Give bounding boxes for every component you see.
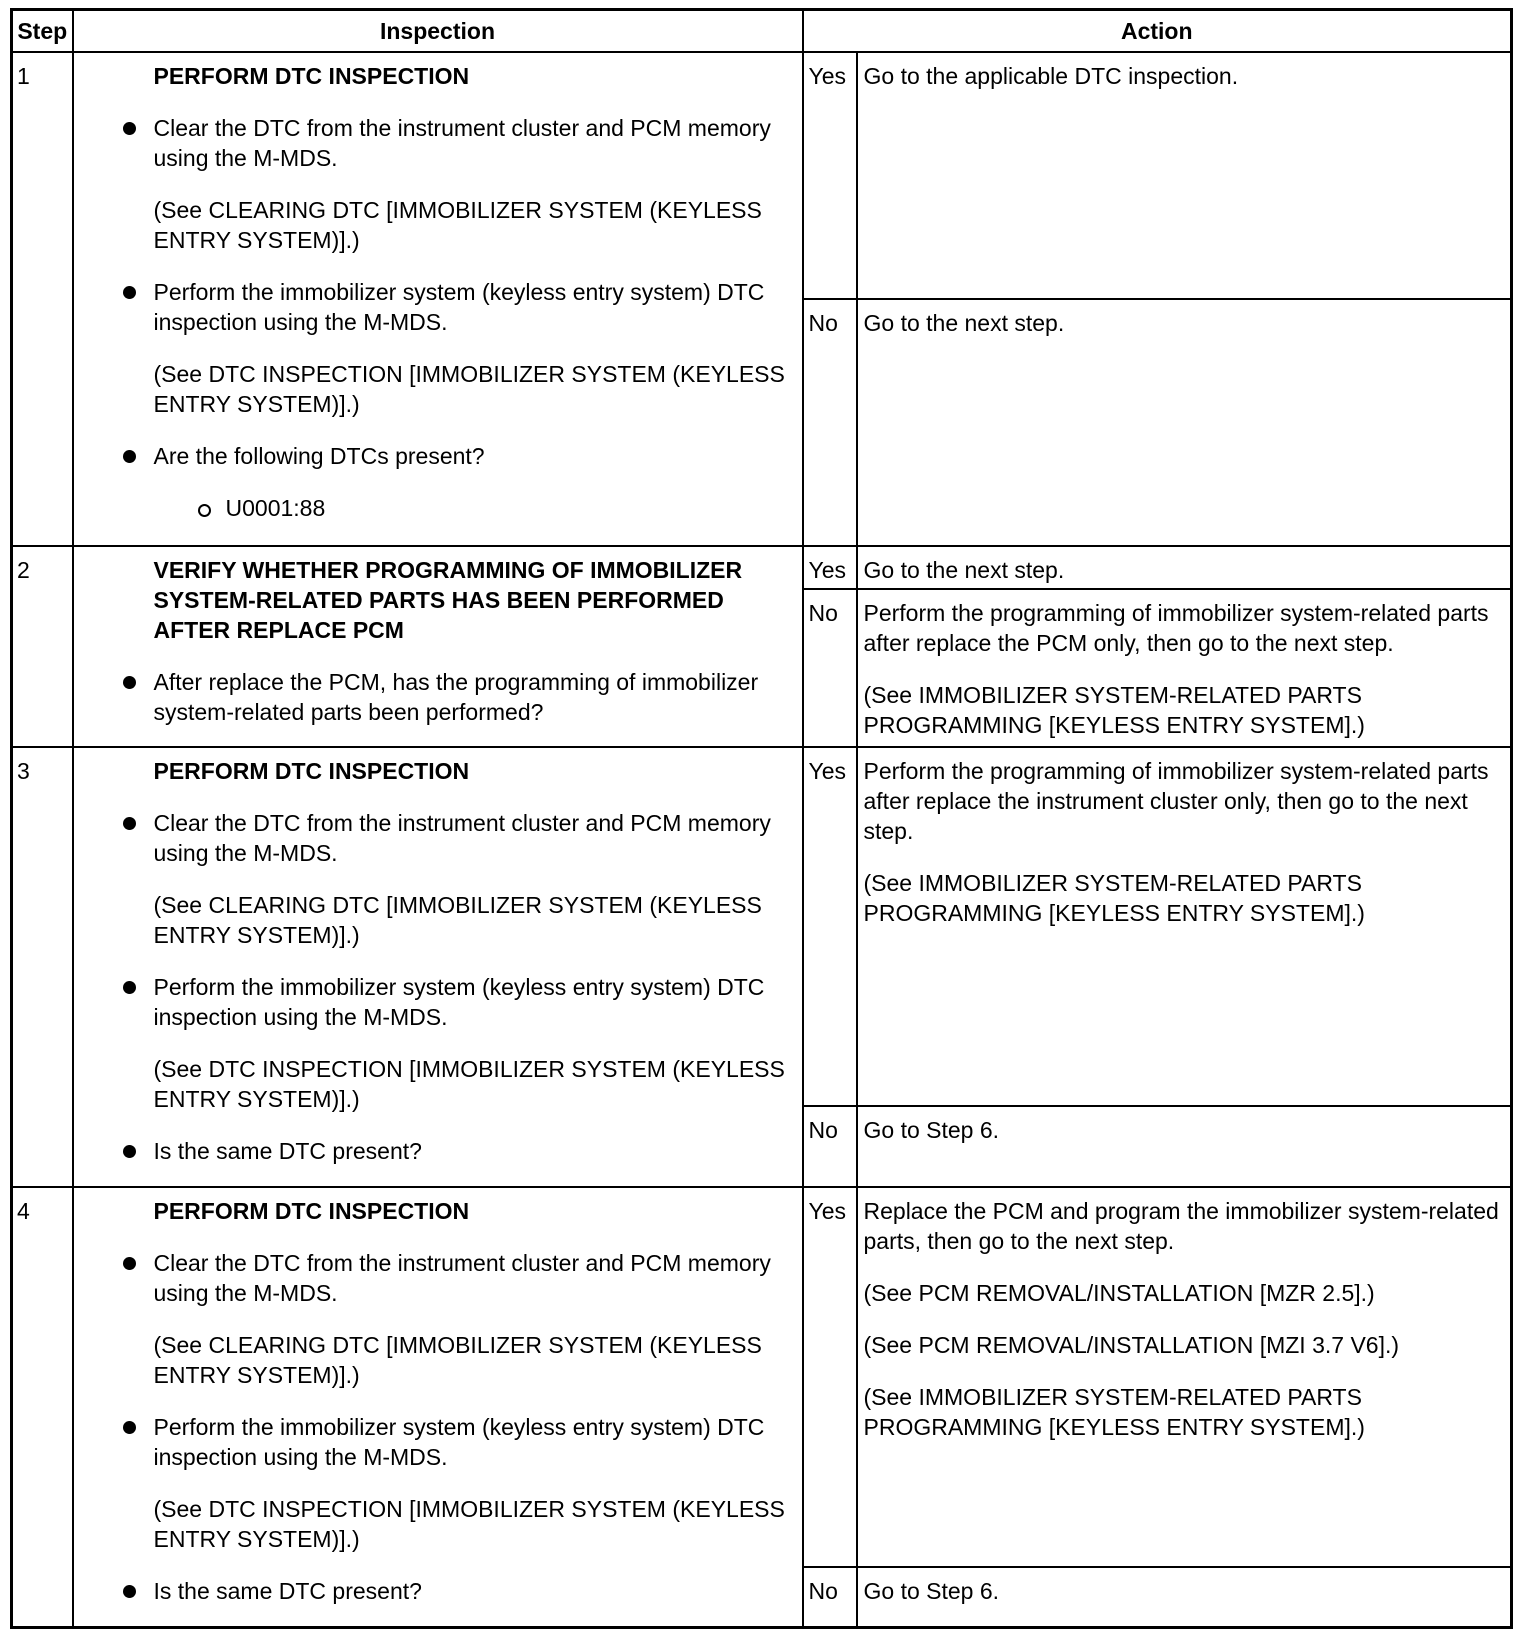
action-text: Perform the programming of immobilizer system-related parts after replace the instrument cluster only, then go to the next step. [863,758,1489,844]
reference-text: (See PCM REMOVAL/INSTALLATION [MZI 3.7 V6].) [863,1332,1400,1358]
action-column-header: Action [803,10,1512,53]
no-label: No [803,1567,857,1627]
step-number: 4 [12,1187,73,1627]
reference-text: (See DTC INSPECTION [IMMOBILIZER SYSTEM (KEYLESS ENTRY SYSTEM)].) [153,1496,785,1552]
bullet-item: Clear the DTC from the instrument cluster and PCM memory using the M-MDS. [154,808,792,868]
yes-label: Yes [803,546,857,589]
reference-text: (See IMMOBILIZER SYSTEM-RELATED PARTS PROGRAMMING [KEYLESS ENTRY SYSTEM].) [863,870,1365,926]
no-label: No [803,299,857,546]
yes-action-cell [857,546,1512,589]
step-number: 1 [12,52,73,546]
bullet-item: Clear the DTC from the instrument cluster and PCM memory using the M-MDS. [154,113,792,173]
inspection-column-header: Inspection [73,10,803,53]
yes-label: Yes [803,52,857,299]
reference-text: (See CLEARING DTC [IMMOBILIZER SYSTEM (KEYLESS ENTRY SYSTEM)].) [153,1332,762,1388]
yes-action-cell [857,52,1512,299]
inspection-cell [73,1187,803,1627]
inspection-cell [73,546,803,747]
reference-text: (See DTC INSPECTION [IMMOBILIZER SYSTEM (KEYLESS ENTRY SYSTEM)].) [153,361,785,417]
reference-text: (See DTC INSPECTION [IMMOBILIZER SYSTEM (KEYLESS ENTRY SYSTEM)].) [153,1056,785,1112]
no-label: No [803,1106,857,1187]
yes-label: Yes [803,747,857,1106]
reference-text: (See IMMOBILIZER SYSTEM-RELATED PARTS PROGRAMMING [KEYLESS ENTRY SYSTEM].) [863,1384,1365,1440]
step-column-header: Step [12,10,73,53]
step-number: 2 [12,546,73,747]
action-text: Replace the PCM and program the immobilizer system-related parts, then go to the next step. [863,1198,1499,1254]
inspection-title: PERFORM DTC INSPECTION [153,758,470,784]
bullet-item: Clear the DTC from the instrument cluster and PCM memory using the M-MDS. [154,1248,792,1308]
inspection-title: VERIFY WHETHER PROGRAMMING OF IMMOBILIZER SYSTEM-RELATED PARTS HAS BEEN PERFORMED AFTER REPLACE PCM [153,557,743,643]
reference-text: (See CLEARING DTC [IMMOBILIZER SYSTEM (KEYLESS ENTRY SYSTEM)].) [153,197,762,253]
yes-action-cell [857,1187,1512,1567]
table-row [12,747,1512,1106]
inspection-title: PERFORM DTC INSPECTION [153,63,470,89]
inspection-cell [73,52,803,546]
action-text: Perform the programming of immobilizer system-related parts after replace the PCM only, then go to the next step. [863,600,1489,656]
action-text: Go to the applicable DTC inspection. [863,63,1239,89]
inspection-title: PERFORM DTC INSPECTION [153,1198,470,1224]
reference-text: (See CLEARING DTC [IMMOBILIZER SYSTEM (KEYLESS ENTRY SYSTEM)].) [153,892,762,948]
no-action-cell [857,1106,1512,1187]
bullet-item: After replace the PCM, has the programming of immobilizer system-related parts been performed? [154,667,792,727]
reference-text: (See IMMOBILIZER SYSTEM-RELATED PARTS PROGRAMMING [KEYLESS ENTRY SYSTEM].) [863,682,1365,738]
inspection-cell [73,747,803,1187]
table-row [12,52,1512,299]
step-number: 3 [12,747,73,1187]
dtc-code-item: U0001:88 [226,493,792,523]
bullet-item: Perform the immobilizer system (keyless entry system) DTC inspection using the M-MDS. [154,1412,792,1472]
bullet-item: Is the same DTC present? [154,1136,792,1166]
action-text: Go to Step 6. [863,1117,1000,1143]
no-action-cell [857,299,1512,546]
table-row [12,1187,1512,1567]
bullet-item: Perform the immobilizer system (keyless entry system) DTC inspection using the M-MDS. [154,277,792,337]
yes-label: Yes [803,1187,857,1567]
action-text: Go to Step 6. [863,1578,1000,1604]
no-action-cell [857,1567,1512,1627]
table-row [12,546,1512,589]
bullet-item: Is the same DTC present? [154,1576,792,1606]
no-label: No [803,589,857,747]
yes-action-cell [857,747,1512,1106]
reference-text: (See PCM REMOVAL/INSTALLATION [MZR 2.5].) [863,1280,1375,1306]
bullet-item: Perform the immobilizer system (keyless entry system) DTC inspection using the M-MDS. [154,972,792,1032]
action-text: Go to the next step. [863,557,1065,583]
action-text: Go to the next step. [863,310,1065,336]
no-action-cell [857,589,1512,747]
table-header-row [12,10,1512,53]
diagnostic-procedure-table [10,8,1513,1629]
bullet-item: Are the following DTCs present? [154,441,792,471]
